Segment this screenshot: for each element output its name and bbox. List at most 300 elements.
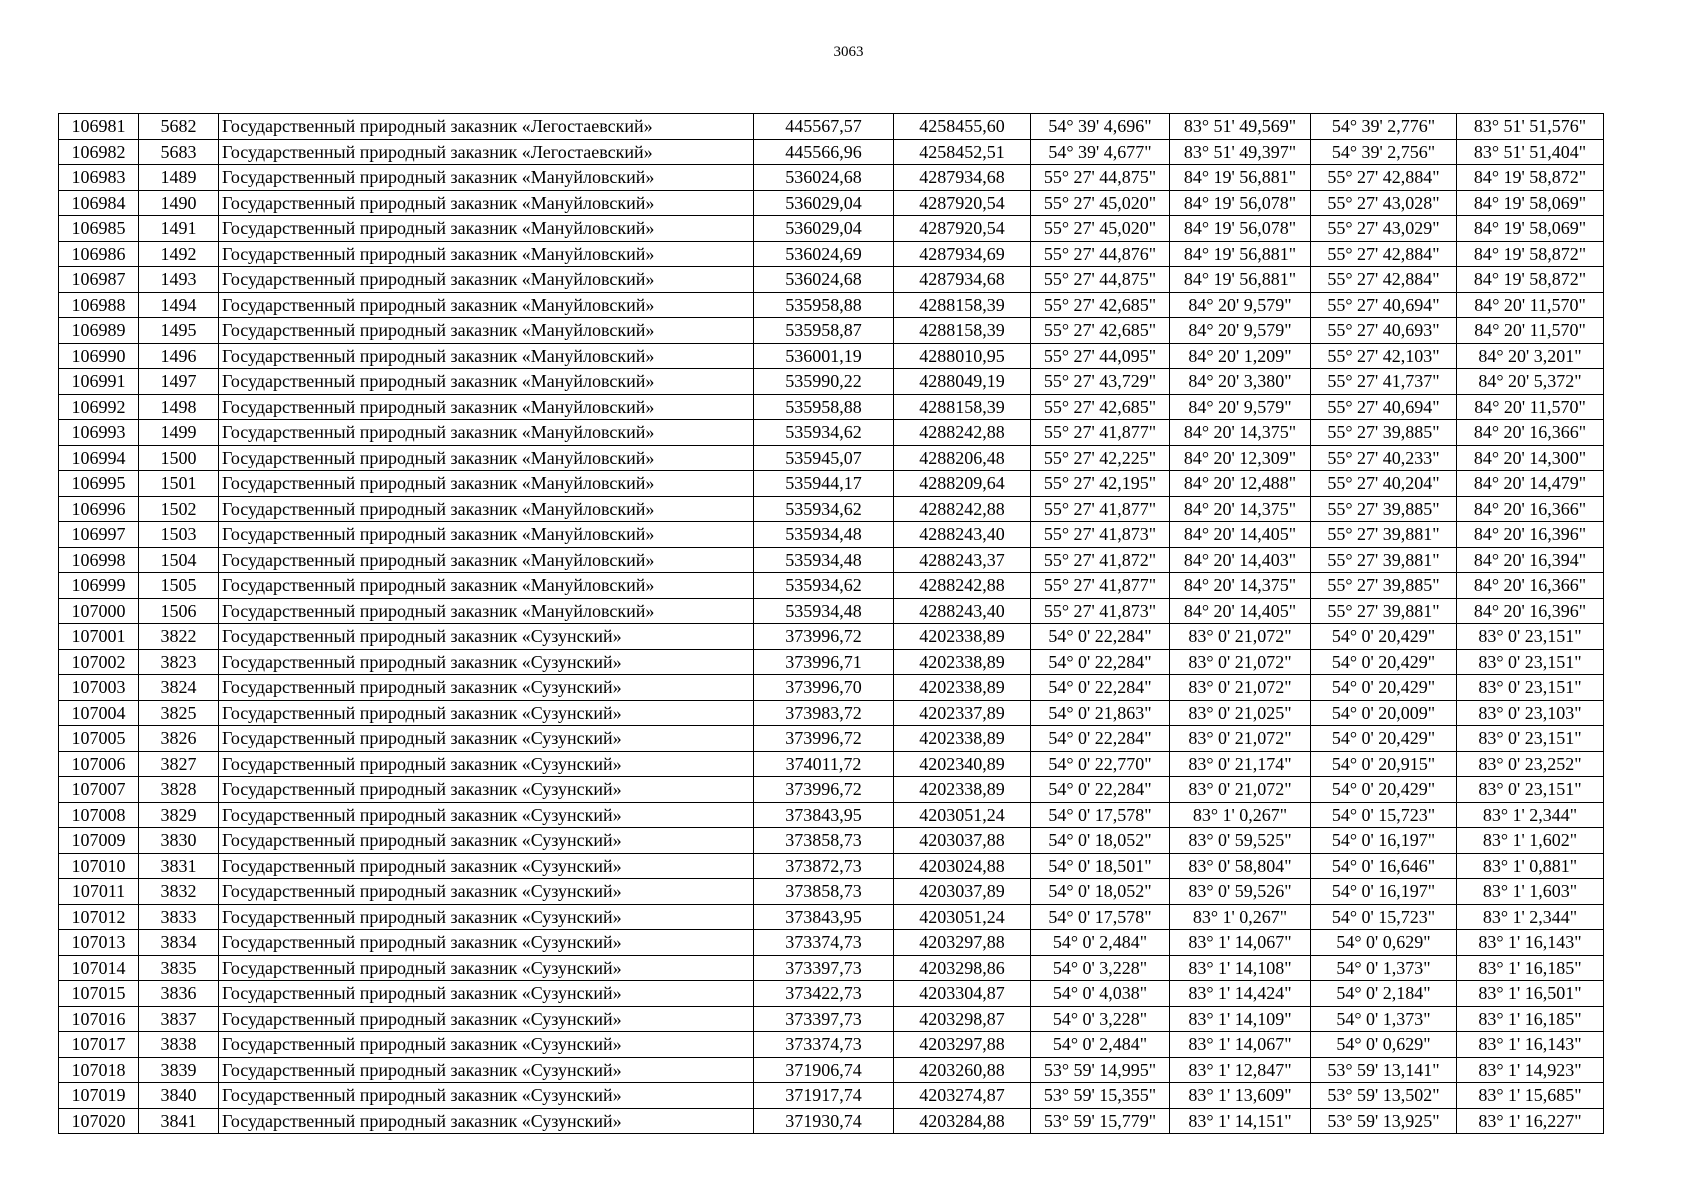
latitude-1-cell: 53° 59' 14,995"	[1031, 1057, 1170, 1083]
table-row	[59, 420, 1604, 446]
longitude-2-cell: 84° 20' 11,570"	[1457, 318, 1604, 344]
longitude-2-cell: 83° 1' 16,501"	[1457, 981, 1604, 1007]
longitude-2-cell: 83° 0' 23,103"	[1457, 700, 1604, 726]
coord-x-cell: 536029,04	[754, 216, 894, 242]
latitude-2-cell: 54° 0' 16,646"	[1311, 853, 1457, 879]
record-number-cell: 107011	[59, 879, 139, 905]
longitude-2-cell: 83° 0' 23,151"	[1457, 624, 1604, 650]
point-number-cell: 1496	[139, 343, 219, 369]
latitude-1-cell: 54° 0' 22,284"	[1031, 777, 1170, 803]
latitude-1-cell: 55° 27' 44,095"	[1031, 343, 1170, 369]
coord-y-cell: 4287934,68	[894, 267, 1031, 293]
table-row	[59, 981, 1604, 1007]
coord-x-cell: 371917,74	[754, 1083, 894, 1109]
longitude-2-cell: 84° 20' 14,479"	[1457, 471, 1604, 497]
object-name-cell: Государственный природный заказник «Мануйловский»	[219, 216, 754, 242]
longitude-1-cell: 83° 0' 21,025"	[1170, 700, 1311, 726]
longitude-1-cell: 83° 0' 59,525"	[1170, 828, 1311, 854]
longitude-2-cell: 84° 20' 16,366"	[1457, 420, 1604, 446]
table-row	[59, 955, 1604, 981]
latitude-2-cell: 54° 0' 1,373"	[1311, 1006, 1457, 1032]
object-name-cell: Государственный природный заказник «Сузунский»	[219, 904, 754, 930]
longitude-1-cell: 84° 20' 14,405"	[1170, 522, 1311, 548]
object-name-cell: Государственный природный заказник «Мануйловский»	[219, 241, 754, 267]
longitude-1-cell: 84° 20' 1,209"	[1170, 343, 1311, 369]
coord-x-cell: 373872,73	[754, 853, 894, 879]
longitude-2-cell: 84° 20' 11,570"	[1457, 394, 1604, 420]
record-number-cell: 107005	[59, 726, 139, 752]
point-number-cell: 3823	[139, 649, 219, 675]
object-name-cell: Государственный природный заказник «Сузунский»	[219, 675, 754, 701]
coord-x-cell: 536029,04	[754, 190, 894, 216]
record-number-cell: 107007	[59, 777, 139, 803]
table-row	[59, 165, 1604, 191]
table-row	[59, 649, 1604, 675]
latitude-2-cell: 55° 27' 43,029"	[1311, 216, 1457, 242]
latitude-1-cell: 55° 27' 43,729"	[1031, 369, 1170, 395]
coord-x-cell: 373858,73	[754, 828, 894, 854]
object-name-cell: Государственный природный заказник «Мануйловский»	[219, 318, 754, 344]
latitude-1-cell: 55° 27' 42,195"	[1031, 471, 1170, 497]
latitude-1-cell: 54° 0' 22,284"	[1031, 675, 1170, 701]
longitude-1-cell: 83° 1' 0,267"	[1170, 904, 1311, 930]
table-row	[59, 445, 1604, 471]
point-number-cell: 3828	[139, 777, 219, 803]
object-name-cell: Государственный природный заказник «Сузунский»	[219, 1032, 754, 1058]
longitude-2-cell: 84° 20' 16,396"	[1457, 598, 1604, 624]
longitude-1-cell: 83° 1' 14,151"	[1170, 1108, 1311, 1134]
coord-y-cell: 4288206,48	[894, 445, 1031, 471]
record-number-cell: 107006	[59, 751, 139, 777]
longitude-1-cell: 84° 20' 12,309"	[1170, 445, 1311, 471]
point-number-cell: 3830	[139, 828, 219, 854]
table-row	[59, 726, 1604, 752]
coord-x-cell: 373983,72	[754, 700, 894, 726]
point-number-cell: 3824	[139, 675, 219, 701]
longitude-1-cell: 83° 51' 49,569"	[1170, 114, 1311, 140]
longitude-2-cell: 83° 51' 51,404"	[1457, 139, 1604, 165]
latitude-2-cell: 55° 27' 39,885"	[1311, 573, 1457, 599]
table-row	[59, 1108, 1604, 1134]
object-name-cell: Государственный природный заказник «Сузунский»	[219, 930, 754, 956]
coord-y-cell: 4202338,89	[894, 675, 1031, 701]
latitude-2-cell: 54° 0' 20,429"	[1311, 649, 1457, 675]
point-number-cell: 1500	[139, 445, 219, 471]
longitude-2-cell: 83° 0' 23,151"	[1457, 675, 1604, 701]
table-row	[59, 828, 1604, 854]
longitude-2-cell: 83° 1' 0,881"	[1457, 853, 1604, 879]
latitude-2-cell: 55° 27' 40,694"	[1311, 394, 1457, 420]
coord-y-cell: 4258452,51	[894, 139, 1031, 165]
table-row	[59, 904, 1604, 930]
point-number-cell: 1501	[139, 471, 219, 497]
latitude-2-cell: 54° 0' 20,429"	[1311, 624, 1457, 650]
coord-y-cell: 4287934,69	[894, 241, 1031, 267]
coord-x-cell: 373996,72	[754, 726, 894, 752]
object-name-cell: Государственный природный заказник «Сузунский»	[219, 955, 754, 981]
record-number-cell: 107001	[59, 624, 139, 650]
point-number-cell: 3839	[139, 1057, 219, 1083]
longitude-2-cell: 83° 1' 1,602"	[1457, 828, 1604, 854]
record-number-cell: 106999	[59, 573, 139, 599]
latitude-1-cell: 54° 0' 3,228"	[1031, 1006, 1170, 1032]
point-number-cell: 3831	[139, 853, 219, 879]
latitude-1-cell: 55° 27' 42,685"	[1031, 292, 1170, 318]
coord-x-cell: 374011,72	[754, 751, 894, 777]
latitude-1-cell: 55° 27' 42,685"	[1031, 394, 1170, 420]
object-name-cell: Государственный природный заказник «Сузунский»	[219, 700, 754, 726]
latitude-1-cell: 54° 39' 4,696"	[1031, 114, 1170, 140]
table-row	[59, 624, 1604, 650]
coord-y-cell: 4288010,95	[894, 343, 1031, 369]
longitude-2-cell: 83° 0' 23,151"	[1457, 649, 1604, 675]
object-name-cell: Государственный природный заказник «Мануйловский»	[219, 343, 754, 369]
record-number-cell: 106998	[59, 547, 139, 573]
table-row	[59, 700, 1604, 726]
longitude-1-cell: 84° 20' 14,375"	[1170, 420, 1311, 446]
longitude-1-cell: 83° 1' 14,067"	[1170, 930, 1311, 956]
latitude-1-cell: 54° 0' 22,284"	[1031, 726, 1170, 752]
coord-x-cell: 536024,68	[754, 267, 894, 293]
latitude-1-cell: 55° 27' 41,877"	[1031, 496, 1170, 522]
point-number-cell: 1504	[139, 547, 219, 573]
coord-x-cell: 535945,07	[754, 445, 894, 471]
longitude-2-cell: 84° 20' 11,570"	[1457, 292, 1604, 318]
record-number-cell: 106987	[59, 267, 139, 293]
point-number-cell: 3838	[139, 1032, 219, 1058]
coordinates-table	[58, 113, 1604, 1134]
point-number-cell: 3834	[139, 930, 219, 956]
latitude-2-cell: 55° 27' 39,881"	[1311, 598, 1457, 624]
latitude-2-cell: 54° 0' 16,197"	[1311, 879, 1457, 905]
coord-x-cell: 535934,62	[754, 573, 894, 599]
record-number-cell: 107017	[59, 1032, 139, 1058]
latitude-2-cell: 55° 27' 39,885"	[1311, 496, 1457, 522]
object-name-cell: Государственный природный заказник «Мануйловский»	[219, 471, 754, 497]
longitude-2-cell: 84° 19' 58,872"	[1457, 241, 1604, 267]
coord-y-cell: 4288049,19	[894, 369, 1031, 395]
latitude-1-cell: 54° 0' 22,284"	[1031, 649, 1170, 675]
latitude-2-cell: 55° 27' 42,884"	[1311, 267, 1457, 293]
object-name-cell: Государственный природный заказник «Сузунский»	[219, 624, 754, 650]
latitude-2-cell: 55° 27' 39,881"	[1311, 547, 1457, 573]
coord-y-cell: 4203274,87	[894, 1083, 1031, 1109]
latitude-1-cell: 54° 0' 22,284"	[1031, 624, 1170, 650]
latitude-2-cell: 54° 0' 0,629"	[1311, 930, 1457, 956]
latitude-1-cell: 55° 27' 45,020"	[1031, 216, 1170, 242]
longitude-1-cell: 83° 1' 0,267"	[1170, 802, 1311, 828]
object-name-cell: Государственный природный заказник «Сузунский»	[219, 649, 754, 675]
longitude-1-cell: 83° 0' 59,526"	[1170, 879, 1311, 905]
coord-y-cell: 4288242,88	[894, 496, 1031, 522]
latitude-2-cell: 55° 27' 39,881"	[1311, 522, 1457, 548]
coord-y-cell: 4287920,54	[894, 216, 1031, 242]
coord-y-cell: 4203297,88	[894, 1032, 1031, 1058]
coord-x-cell: 535958,87	[754, 318, 894, 344]
latitude-2-cell: 55° 27' 42,103"	[1311, 343, 1457, 369]
latitude-2-cell: 53° 59' 13,925"	[1311, 1108, 1457, 1134]
longitude-1-cell: 83° 0' 21,174"	[1170, 751, 1311, 777]
record-number-cell: 106997	[59, 522, 139, 548]
latitude-2-cell: 54° 0' 15,723"	[1311, 904, 1457, 930]
latitude-1-cell: 54° 0' 2,484"	[1031, 930, 1170, 956]
record-number-cell: 107012	[59, 904, 139, 930]
longitude-2-cell: 84° 20' 16,394"	[1457, 547, 1604, 573]
coord-x-cell: 535990,22	[754, 369, 894, 395]
latitude-1-cell: 55° 27' 44,875"	[1031, 267, 1170, 293]
longitude-1-cell: 83° 0' 58,804"	[1170, 853, 1311, 879]
point-number-cell: 3835	[139, 955, 219, 981]
coord-x-cell: 373996,72	[754, 624, 894, 650]
coord-y-cell: 4287920,54	[894, 190, 1031, 216]
point-number-cell: 1490	[139, 190, 219, 216]
record-number-cell: 106984	[59, 190, 139, 216]
coord-x-cell: 535934,62	[754, 420, 894, 446]
latitude-1-cell: 55° 27' 45,020"	[1031, 190, 1170, 216]
latitude-2-cell: 54° 0' 2,184"	[1311, 981, 1457, 1007]
latitude-2-cell: 53° 59' 13,141"	[1311, 1057, 1457, 1083]
longitude-2-cell: 84° 19' 58,872"	[1457, 267, 1604, 293]
longitude-1-cell: 84° 20' 9,579"	[1170, 394, 1311, 420]
table-row	[59, 930, 1604, 956]
coord-y-cell: 4258455,60	[894, 114, 1031, 140]
latitude-1-cell: 54° 0' 3,228"	[1031, 955, 1170, 981]
longitude-1-cell: 84° 20' 9,579"	[1170, 292, 1311, 318]
table-row	[59, 1006, 1604, 1032]
longitude-1-cell: 83° 1' 12,847"	[1170, 1057, 1311, 1083]
table-row	[59, 802, 1604, 828]
longitude-1-cell: 84° 20' 14,403"	[1170, 547, 1311, 573]
latitude-2-cell: 54° 0' 15,723"	[1311, 802, 1457, 828]
latitude-2-cell: 53° 59' 13,502"	[1311, 1083, 1457, 1109]
object-name-cell: Государственный природный заказник «Сузунский»	[219, 802, 754, 828]
point-number-cell: 5683	[139, 139, 219, 165]
table-row	[59, 1083, 1604, 1109]
longitude-1-cell: 84° 20' 9,579"	[1170, 318, 1311, 344]
longitude-2-cell: 83° 1' 16,143"	[1457, 1032, 1604, 1058]
coord-x-cell: 535934,48	[754, 547, 894, 573]
record-number-cell: 106993	[59, 420, 139, 446]
table-row	[59, 114, 1604, 140]
object-name-cell: Государственный природный заказник «Мануйловский»	[219, 190, 754, 216]
longitude-2-cell: 84° 20' 16,396"	[1457, 522, 1604, 548]
table-row	[59, 369, 1604, 395]
longitude-2-cell: 84° 19' 58,872"	[1457, 165, 1604, 191]
table-row	[59, 777, 1604, 803]
point-number-cell: 1491	[139, 216, 219, 242]
coord-y-cell: 4202338,89	[894, 777, 1031, 803]
table-row	[59, 190, 1604, 216]
latitude-2-cell: 54° 0' 0,629"	[1311, 1032, 1457, 1058]
object-name-cell: Государственный природный заказник «Мануйловский»	[219, 267, 754, 293]
longitude-2-cell: 83° 0' 23,151"	[1457, 777, 1604, 803]
latitude-1-cell: 53° 59' 15,779"	[1031, 1108, 1170, 1134]
coord-x-cell: 535944,17	[754, 471, 894, 497]
table-row	[59, 343, 1604, 369]
coord-y-cell: 4203284,88	[894, 1108, 1031, 1134]
point-number-cell: 1489	[139, 165, 219, 191]
point-number-cell: 1498	[139, 394, 219, 420]
longitude-1-cell: 84° 19' 56,881"	[1170, 165, 1311, 191]
object-name-cell: Государственный природный заказник «Мануйловский»	[219, 598, 754, 624]
record-number-cell: 106995	[59, 471, 139, 497]
coord-x-cell: 535934,48	[754, 598, 894, 624]
table-row	[59, 394, 1604, 420]
object-name-cell: Государственный природный заказник «Сузунский»	[219, 879, 754, 905]
longitude-2-cell: 83° 0' 23,252"	[1457, 751, 1604, 777]
coord-x-cell: 535958,88	[754, 394, 894, 420]
point-number-cell: 1492	[139, 241, 219, 267]
longitude-2-cell: 83° 1' 16,185"	[1457, 1006, 1604, 1032]
longitude-2-cell: 84° 20' 14,300"	[1457, 445, 1604, 471]
point-number-cell: 3841	[139, 1108, 219, 1134]
object-name-cell: Государственный природный заказник «Мануйловский»	[219, 547, 754, 573]
longitude-2-cell: 83° 1' 16,185"	[1457, 955, 1604, 981]
coord-y-cell: 4288209,64	[894, 471, 1031, 497]
table-row	[59, 496, 1604, 522]
record-number-cell: 107018	[59, 1057, 139, 1083]
record-number-cell: 106986	[59, 241, 139, 267]
longitude-2-cell: 84° 19' 58,069"	[1457, 216, 1604, 242]
longitude-1-cell: 83° 1' 14,109"	[1170, 1006, 1311, 1032]
latitude-2-cell: 54° 39' 2,776"	[1311, 114, 1457, 140]
coord-x-cell: 535934,48	[754, 522, 894, 548]
latitude-1-cell: 54° 0' 22,770"	[1031, 751, 1170, 777]
coord-y-cell: 4203304,87	[894, 981, 1031, 1007]
point-number-cell: 3822	[139, 624, 219, 650]
object-name-cell: Государственный природный заказник «Мануйловский»	[219, 369, 754, 395]
coord-x-cell: 373374,73	[754, 1032, 894, 1058]
coord-y-cell: 4203024,88	[894, 853, 1031, 879]
point-number-cell: 3827	[139, 751, 219, 777]
object-name-cell: Государственный природный заказник «Сузунский»	[219, 1083, 754, 1109]
coord-y-cell: 4288242,88	[894, 573, 1031, 599]
latitude-2-cell: 55° 27' 41,737"	[1311, 369, 1457, 395]
latitude-1-cell: 54° 0' 18,052"	[1031, 879, 1170, 905]
coord-y-cell: 4202340,89	[894, 751, 1031, 777]
table-body	[59, 114, 1604, 1134]
point-number-cell: 5682	[139, 114, 219, 140]
record-number-cell: 106991	[59, 369, 139, 395]
point-number-cell: 3833	[139, 904, 219, 930]
longitude-2-cell: 83° 1' 2,344"	[1457, 904, 1604, 930]
record-number-cell: 107014	[59, 955, 139, 981]
longitude-2-cell: 83° 1' 2,344"	[1457, 802, 1604, 828]
record-number-cell: 106990	[59, 343, 139, 369]
object-name-cell: Государственный природный заказник «Мануйловский»	[219, 394, 754, 420]
table-row	[59, 751, 1604, 777]
longitude-2-cell: 83° 51' 51,576"	[1457, 114, 1604, 140]
longitude-1-cell: 84° 19' 56,881"	[1170, 241, 1311, 267]
latitude-2-cell: 55° 27' 42,884"	[1311, 165, 1457, 191]
latitude-2-cell: 55° 27' 40,204"	[1311, 471, 1457, 497]
table-row	[59, 573, 1604, 599]
table-row	[59, 267, 1604, 293]
latitude-2-cell: 54° 0' 20,429"	[1311, 726, 1457, 752]
latitude-1-cell: 54° 39' 4,677"	[1031, 139, 1170, 165]
longitude-1-cell: 84° 19' 56,078"	[1170, 216, 1311, 242]
object-name-cell: Государственный природный заказник «Сузунский»	[219, 1057, 754, 1083]
latitude-2-cell: 54° 0' 20,009"	[1311, 700, 1457, 726]
latitude-2-cell: 55° 27' 43,028"	[1311, 190, 1457, 216]
record-number-cell: 106981	[59, 114, 139, 140]
coord-x-cell: 536024,68	[754, 165, 894, 191]
table-row	[59, 675, 1604, 701]
object-name-cell: Государственный природный заказник «Сузунский»	[219, 828, 754, 854]
object-name-cell: Государственный природный заказник «Сузунский»	[219, 981, 754, 1007]
coord-y-cell: 4202338,89	[894, 624, 1031, 650]
latitude-1-cell: 55° 27' 41,877"	[1031, 420, 1170, 446]
latitude-1-cell: 54° 0' 4,038"	[1031, 981, 1170, 1007]
object-name-cell: Государственный природный заказник «Сузунский»	[219, 1006, 754, 1032]
record-number-cell: 107003	[59, 675, 139, 701]
table-row	[59, 318, 1604, 344]
point-number-cell: 1493	[139, 267, 219, 293]
coord-x-cell: 373422,73	[754, 981, 894, 1007]
longitude-2-cell: 83° 1' 15,685"	[1457, 1083, 1604, 1109]
longitude-1-cell: 83° 1' 13,609"	[1170, 1083, 1311, 1109]
latitude-1-cell: 55° 27' 41,877"	[1031, 573, 1170, 599]
record-number-cell: 107002	[59, 649, 139, 675]
record-number-cell: 106989	[59, 318, 139, 344]
longitude-1-cell: 84° 20' 12,488"	[1170, 471, 1311, 497]
object-name-cell: Государственный природный заказник «Сузунский»	[219, 726, 754, 752]
longitude-2-cell: 84° 20' 16,366"	[1457, 496, 1604, 522]
coord-x-cell: 445566,96	[754, 139, 894, 165]
table-row	[59, 241, 1604, 267]
longitude-1-cell: 83° 0' 21,072"	[1170, 726, 1311, 752]
coord-x-cell: 445567,57	[754, 114, 894, 140]
latitude-2-cell: 54° 0' 20,429"	[1311, 777, 1457, 803]
point-number-cell: 1495	[139, 318, 219, 344]
coord-x-cell: 373996,71	[754, 649, 894, 675]
point-number-cell: 1502	[139, 496, 219, 522]
point-number-cell: 3825	[139, 700, 219, 726]
table-row	[59, 598, 1604, 624]
coord-x-cell: 535934,62	[754, 496, 894, 522]
coord-y-cell: 4203051,24	[894, 904, 1031, 930]
coord-y-cell: 4203297,88	[894, 930, 1031, 956]
table-row	[59, 547, 1604, 573]
coord-y-cell: 4203051,24	[894, 802, 1031, 828]
coord-y-cell: 4203298,86	[894, 955, 1031, 981]
point-number-cell: 1494	[139, 292, 219, 318]
latitude-2-cell: 55° 27' 42,884"	[1311, 241, 1457, 267]
coord-y-cell: 4288243,40	[894, 598, 1031, 624]
object-name-cell: Государственный природный заказник «Легостаевский»	[219, 114, 754, 140]
longitude-2-cell: 84° 19' 58,069"	[1457, 190, 1604, 216]
point-number-cell: 3836	[139, 981, 219, 1007]
table-row	[59, 1032, 1604, 1058]
table-row	[59, 292, 1604, 318]
table-row	[59, 853, 1604, 879]
table-row	[59, 216, 1604, 242]
record-number-cell: 107015	[59, 981, 139, 1007]
coord-y-cell: 4288242,88	[894, 420, 1031, 446]
coord-y-cell: 4288243,37	[894, 547, 1031, 573]
record-number-cell: 107020	[59, 1108, 139, 1134]
page-number: 3063	[833, 44, 864, 60]
latitude-2-cell: 55° 27' 40,233"	[1311, 445, 1457, 471]
object-name-cell: Государственный природный заказник «Сузунский»	[219, 777, 754, 803]
longitude-1-cell: 83° 0' 21,072"	[1170, 624, 1311, 650]
object-name-cell: Государственный природный заказник «Мануйловский»	[219, 420, 754, 446]
latitude-1-cell: 55° 27' 41,873"	[1031, 522, 1170, 548]
coord-x-cell: 373996,72	[754, 777, 894, 803]
coord-y-cell: 4288158,39	[894, 292, 1031, 318]
point-number-cell: 3840	[139, 1083, 219, 1109]
latitude-1-cell: 54° 0' 17,578"	[1031, 904, 1170, 930]
